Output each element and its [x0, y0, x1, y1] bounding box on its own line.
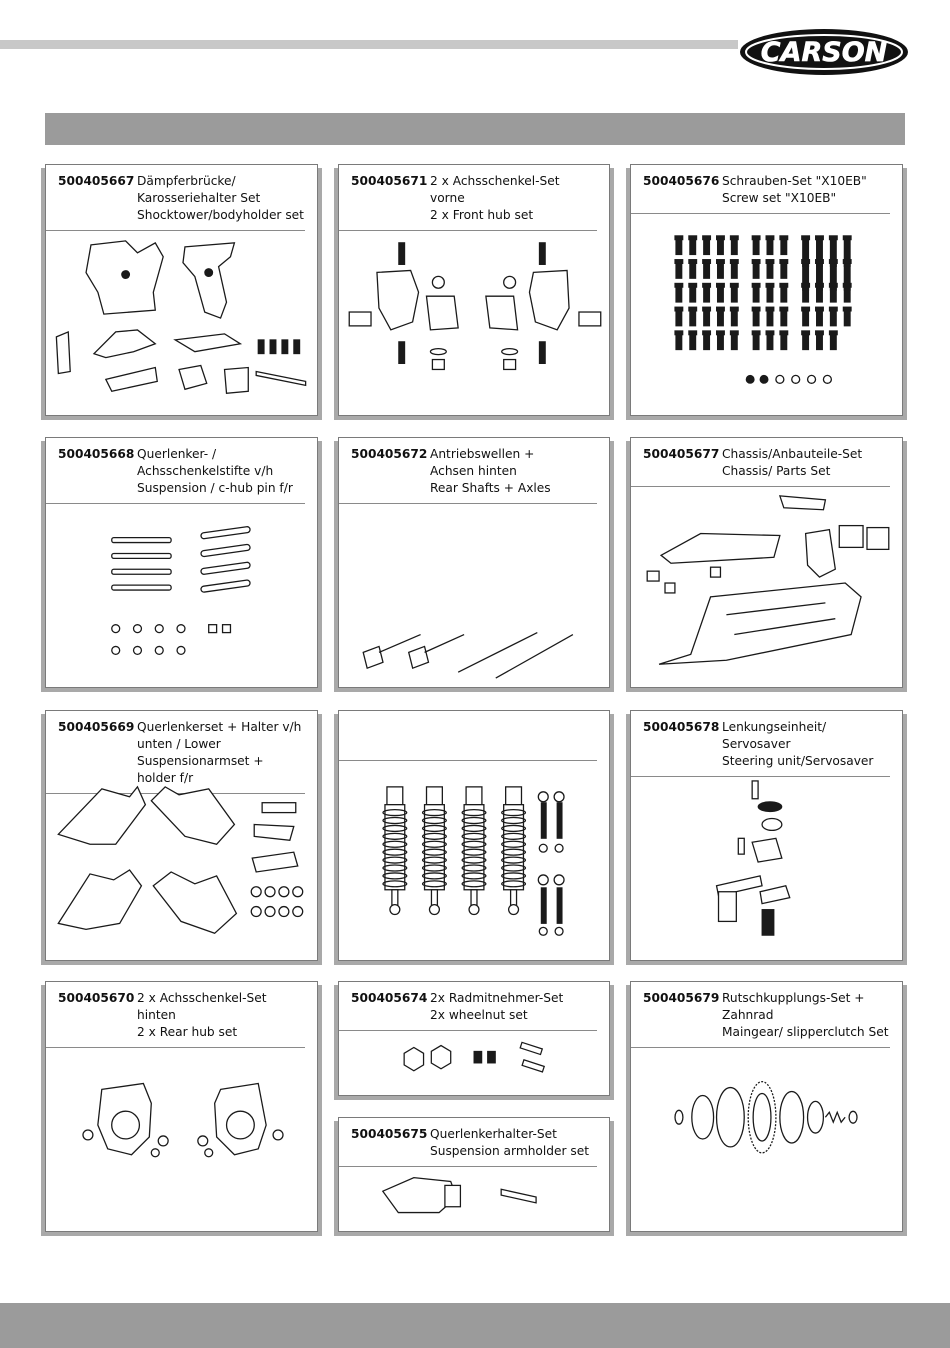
- part-illustration: [46, 1030, 317, 1231]
- part-card-500405679: [630, 981, 903, 1232]
- card-header: [339, 982, 597, 1031]
- part-illustration: [46, 233, 317, 415]
- part-description: 2x Radmitnehmer-Set 2x wheelnut set: [430, 991, 564, 1022]
- part-card-500405675: [338, 1117, 610, 1232]
- part-description: 2 x Achsschenkel-Set vorne 2 x Front hub set: [430, 174, 560, 222]
- part-description: Querlenkerset + Halter v/h unten / Lower Suspensionarmset + holder f/r: [137, 720, 302, 785]
- part-number: 500405676: [643, 174, 720, 188]
- part-illustration: [339, 775, 609, 960]
- card-header: [631, 982, 890, 1048]
- part-card-500405676: [630, 164, 903, 416]
- part-description: Schrauben-Set "X10EB" Screw set "X10EB": [722, 174, 867, 205]
- part-illustration: [46, 504, 317, 687]
- part-illustration: [46, 775, 317, 960]
- card-header: [631, 165, 890, 214]
- part-number: 500405667: [58, 174, 135, 188]
- part-card-500405668: [45, 437, 318, 688]
- card-header: [339, 1118, 597, 1167]
- card-header: [46, 438, 305, 504]
- part-card-500405678: [630, 710, 903, 961]
- part-card-500405671: [338, 164, 610, 416]
- part-card-500405677: [630, 437, 903, 688]
- part-card-500405674: [338, 981, 610, 1096]
- carson-logo: [738, 27, 910, 77]
- footer-band: [0, 1303, 950, 1348]
- part-number: 500405678: [643, 720, 720, 734]
- part-illustration: [339, 213, 609, 415]
- part-card-500405670: [45, 981, 318, 1232]
- part-card-500405667: [45, 164, 318, 416]
- part-illustration: [631, 213, 902, 415]
- part-number: 500405669: [58, 720, 135, 734]
- part-number: 500405677: [643, 447, 720, 461]
- part-number: 500405668: [58, 447, 135, 461]
- part-description: Lenkungseinheit/ Servosaver Steering unit/Servosaver: [722, 720, 874, 768]
- card-header: [339, 438, 597, 504]
- part-description: Querlenker- / Achsschenkelstifte v/h Suspension / c-hub pin f/r: [137, 447, 293, 495]
- part-number: 500405672: [351, 447, 428, 461]
- part-illustration: [631, 1048, 902, 1231]
- part-number: 500405670: [58, 991, 135, 1005]
- part-illustration: [339, 1166, 609, 1231]
- part-number: 500405671: [351, 174, 428, 188]
- part-number: 500405679: [643, 991, 720, 1005]
- part-description: 2 x Achsschenkel-Set hinten 2 x Rear hub set: [137, 991, 267, 1039]
- part-description: Rutschkupplungs-Set + Zahnrad Maingear/ slipperclutch Set: [722, 991, 889, 1039]
- part-illustration: [631, 486, 902, 687]
- part-illustration: [339, 1030, 609, 1095]
- part-description: Chassis/Anbauteile-Set Chassis/ Parts Set: [722, 447, 863, 478]
- card-header: [631, 711, 890, 777]
- part-card-500405672: [338, 437, 610, 688]
- part-number: 500405674: [351, 991, 428, 1005]
- part-description: Antriebswellen + Achsen hinten Rear Shafts + Axles: [430, 447, 551, 495]
- part-card-500405669: [45, 710, 318, 961]
- card-header: [46, 165, 305, 231]
- card-header: [339, 711, 597, 761]
- part-description: Querlenkerhalter-Set Suspension armholder set: [430, 1127, 590, 1158]
- top-decor-bar: [0, 40, 738, 49]
- part-card-shocks: [338, 710, 610, 961]
- card-header: [631, 438, 890, 487]
- part-illustration: [631, 775, 902, 960]
- part-description: Dämpferbrücke/ Karosseriehalter Set Shocktower/bodyholder set: [137, 174, 304, 222]
- part-number: 500405675: [351, 1127, 428, 1141]
- section-header-band: [45, 113, 905, 145]
- logo-text: CARSON: [760, 37, 888, 68]
- part-illustration: [339, 504, 609, 687]
